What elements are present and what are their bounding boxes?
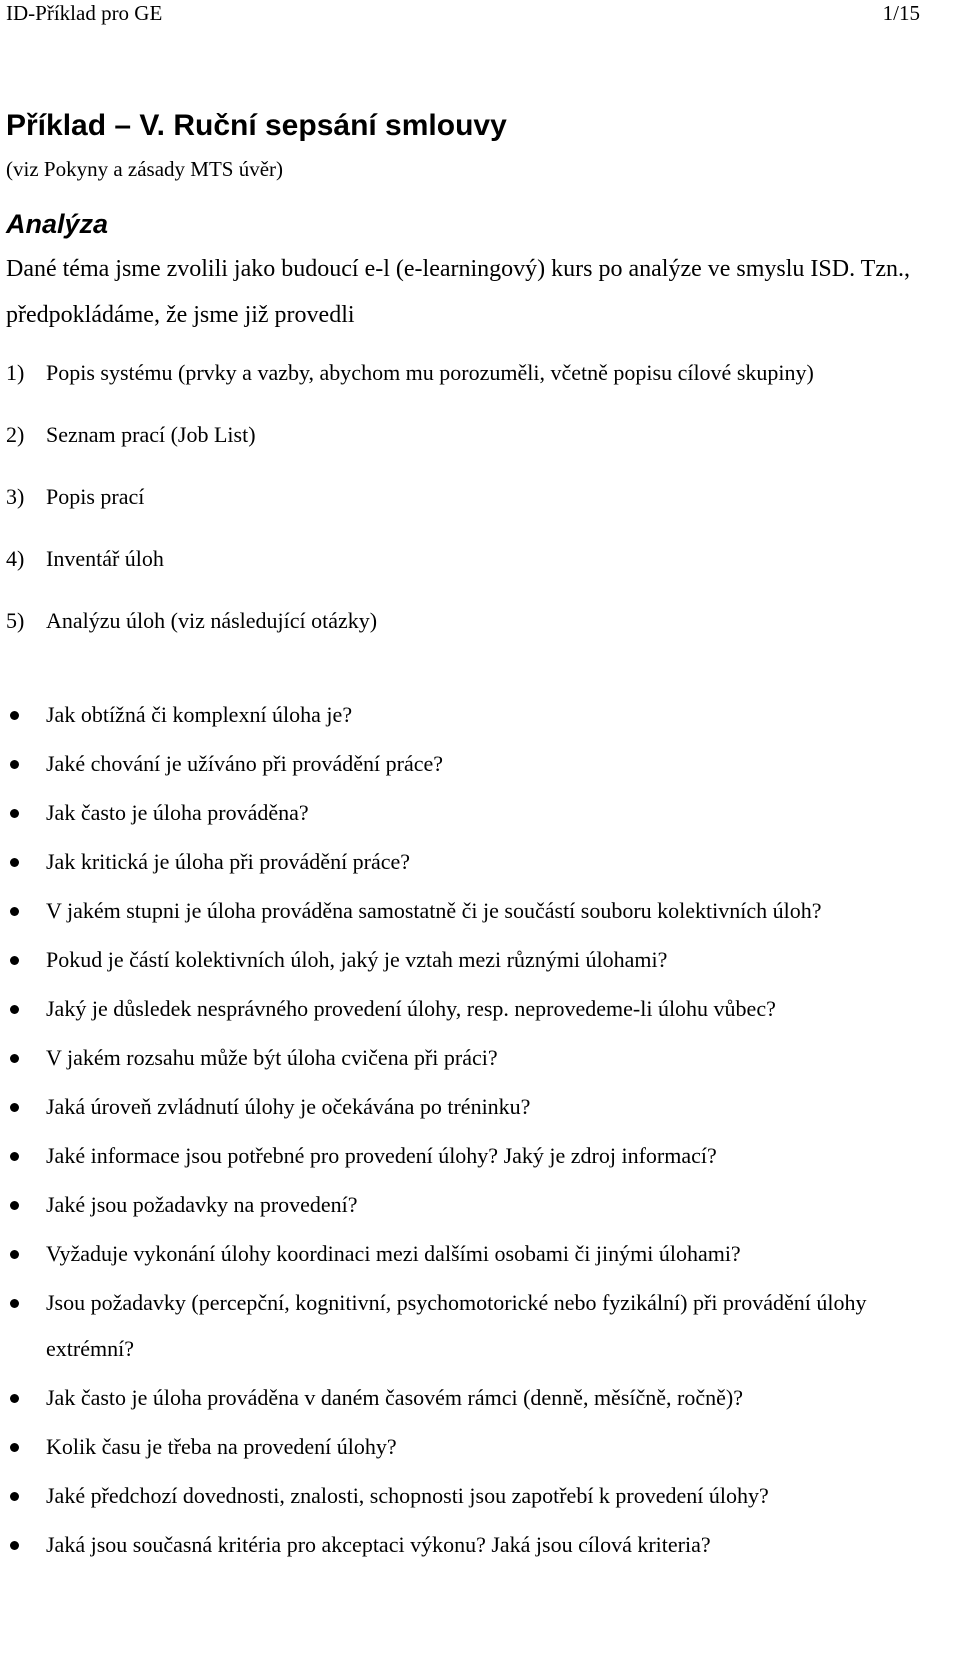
bullet-icon	[10, 1541, 19, 1550]
question-text: V jakém stupni je úloha prováděna samostatně či je součástí souboru kolektivních úloh?	[46, 898, 822, 923]
section-heading: Analýza	[6, 209, 109, 239]
question-text: Pokud je částí kolektivních úloh, jaký je vztah mezi různými úlohami?	[46, 947, 668, 972]
question-text: Jak kritická je úloha při provádění práce?	[46, 849, 411, 874]
question-item	[6, 1133, 941, 1179]
question-text: Jaké jsou požadavky na provedení?	[46, 1192, 358, 1217]
numbered-list	[6, 350, 941, 660]
question-item	[6, 839, 941, 885]
bullet-icon	[10, 809, 19, 818]
page-subtitle: (viz Pokyny a zásady MTS úvěr)	[6, 157, 284, 181]
question-text: Jak často je úloha prováděna?	[46, 800, 309, 825]
bullet-icon	[10, 1005, 19, 1014]
question-list	[6, 692, 941, 1571]
item-text: Popis systému (prvky a vazby, abychom mu porozuměli, včetně popisu cílové skupiny)	[46, 360, 814, 385]
intro-paragraph: Dané téma jsme zvolili jako budoucí e-l (e-learningový) kurs po analýze ve smyslu ISD. Tzn., předpokládáme, že jsme již provedli	[6, 256, 910, 328]
question-text: Jaká jsou současná kritéria pro akceptaci výkonu? Jaká jsou cílová kriteria?	[46, 1532, 711, 1557]
item-number: 5)	[6, 608, 25, 633]
bullet-icon	[10, 711, 19, 720]
question-item	[6, 1182, 941, 1228]
question-text: Jaké předchozí dovednosti, znalosti, schopnosti jsou zapotřebí k provedení úlohy?	[46, 1483, 769, 1508]
question-item	[6, 1522, 941, 1568]
bullet-icon	[10, 760, 19, 769]
question-text: Jaká úroveň zvládnutí úlohy je očekávána po tréninku?	[46, 1094, 531, 1119]
question-text: Jaký je důsledek nesprávného provedení úlohy, resp. neprovedeme-li úlohu vůbec?	[46, 996, 776, 1021]
item-text: Seznam prací (Job List)	[46, 422, 256, 447]
question-text: Vyžaduje vykonání úlohy koordinaci mezi dalšími osobami či jinými úlohami?	[46, 1241, 741, 1266]
bullet-icon	[10, 1152, 19, 1161]
bullet-icon	[10, 1250, 19, 1259]
question-item	[6, 1375, 941, 1421]
bullet-icon	[10, 907, 19, 916]
question-item	[6, 1084, 941, 1130]
question-item	[6, 1424, 941, 1470]
question-item	[6, 741, 941, 787]
bullet-icon	[10, 956, 19, 965]
numbered-item	[6, 474, 941, 520]
bullet-icon	[10, 1054, 19, 1063]
question-text: Jaké informace jsou potřebné pro provedení úlohy? Jaký je zdroj informací?	[46, 1143, 717, 1168]
item-number: 4)	[6, 546, 25, 571]
page-number: 1/15	[882, 1, 920, 25]
question-item	[6, 1473, 941, 1519]
numbered-item	[6, 598, 941, 644]
item-text: Popis prací	[46, 484, 145, 509]
bullet-icon	[10, 1443, 19, 1452]
question-text: V jakém rozsahu může být úloha cvičena při práci?	[46, 1045, 498, 1070]
bullet-icon	[10, 1394, 19, 1403]
bullet-icon	[10, 858, 19, 867]
question-item	[6, 986, 941, 1032]
item-text: Analýzu úloh (viz následující otázky)	[46, 608, 378, 633]
bullet-icon	[10, 1103, 19, 1112]
question-text: Jak obtížná či komplexní úloha je?	[46, 702, 353, 727]
numbered-item	[6, 412, 941, 458]
question-item	[6, 1231, 941, 1277]
question-text: Kolik času je třeba na provedení úlohy?	[46, 1434, 397, 1459]
bullet-icon	[10, 1299, 19, 1308]
item-number: 2)	[6, 422, 25, 447]
question-item	[6, 1280, 941, 1372]
question-item	[6, 1035, 941, 1081]
item-number: 3)	[6, 484, 25, 509]
numbered-item	[6, 350, 941, 396]
bullet-icon	[10, 1492, 19, 1501]
page-title: Příklad – V. Ruční sepsání smlouvy	[6, 109, 507, 142]
numbered-item	[6, 536, 941, 582]
document-id: ID-Příklad pro GE	[6, 1, 163, 25]
question-text: Jaké chování je užíváno při provádění práce?	[46, 751, 444, 776]
page-header	[6, 0, 920, 30]
question-item	[6, 790, 941, 836]
question-item	[6, 937, 941, 983]
question-text: Jsou požadavky (percepční, kognitivní, psychomotorické nebo fyzikální) při provádění úlohy extrémní?	[46, 1290, 867, 1361]
bullet-icon	[10, 1201, 19, 1210]
item-number: 1)	[6, 360, 25, 385]
question-item	[6, 692, 941, 738]
question-item	[6, 888, 941, 934]
item-text: Inventář úloh	[46, 546, 164, 571]
question-text: Jak často je úloha prováděna v daném časovém rámci (denně, měsíčně, ročně)?	[46, 1385, 743, 1410]
